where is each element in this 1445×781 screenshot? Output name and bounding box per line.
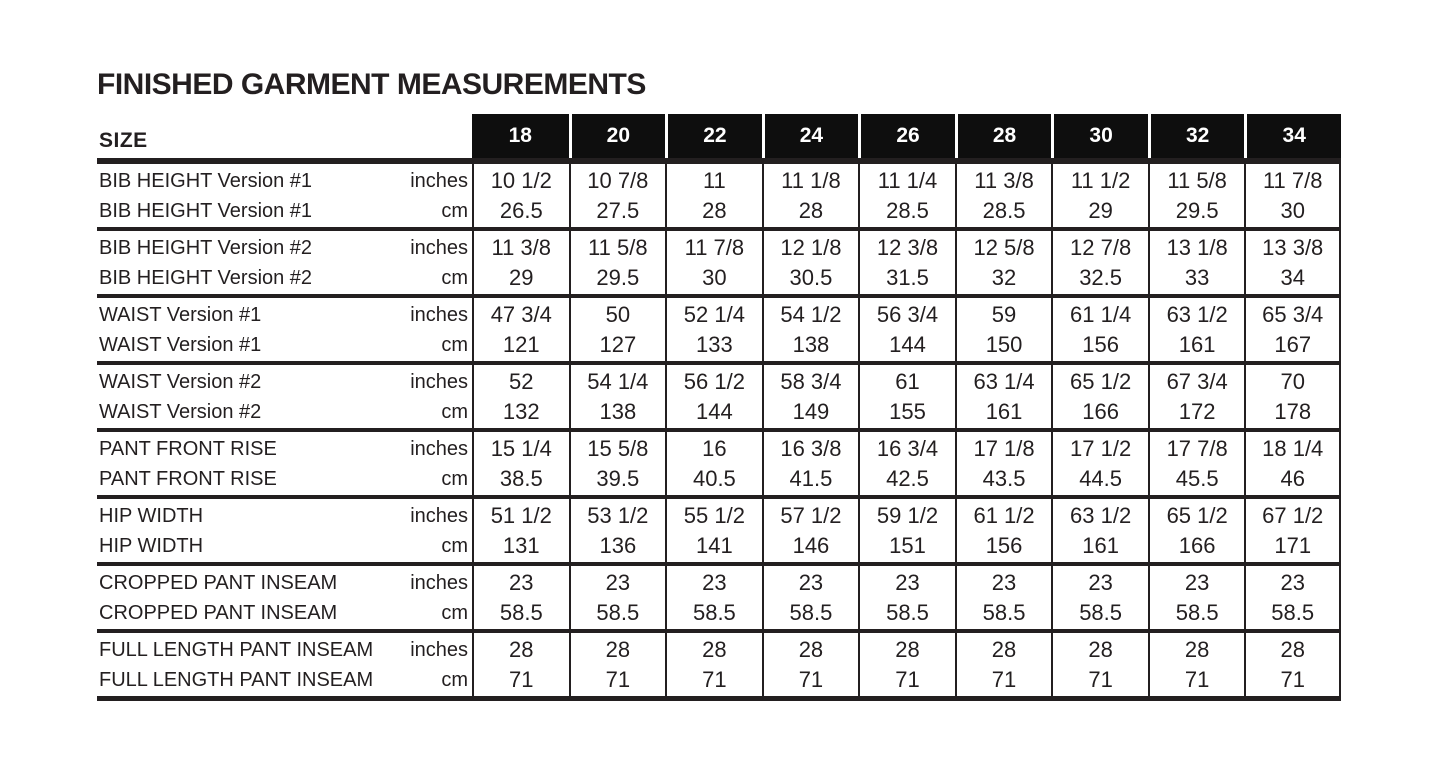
inches-value: 23 (798, 570, 824, 595)
unit-label-inches: inches (410, 505, 468, 527)
inches-value: 16 (702, 436, 727, 461)
inches-value: 18 1/4 (1262, 436, 1324, 461)
cm-value: 43.5 (982, 466, 1026, 491)
measurement-cell (569, 298, 666, 361)
measurement-row (97, 432, 1341, 499)
inches-value: 28 (1088, 637, 1113, 662)
cm-value: 71 (605, 667, 631, 692)
inches-value: 23 (895, 570, 920, 595)
cm-value: 155 (889, 399, 926, 424)
unit-label-inches: inches (410, 438, 468, 460)
measurement-cell (1148, 365, 1245, 428)
cm-value: 29.5 (1175, 198, 1219, 223)
inches-value: 59 (991, 302, 1017, 327)
inches-value: 70 (1280, 369, 1305, 394)
cm-value: 28.5 (886, 198, 929, 223)
measurement-row (97, 164, 1341, 231)
measurement-row (97, 566, 1341, 633)
label-line-inches (99, 635, 468, 665)
measurement-cell (569, 566, 666, 629)
measurement-cell (1244, 633, 1341, 696)
inches-value: 47 3/4 (490, 302, 552, 327)
measurement-cell (1051, 231, 1148, 294)
unit-label-cm: cm (441, 468, 468, 490)
measurement-cell (1244, 231, 1341, 294)
measurement-table (97, 114, 1341, 701)
cm-value: 146 (792, 533, 830, 558)
inches-value: 11 (702, 168, 726, 193)
inches-value: 56 1/2 (683, 369, 745, 394)
inches-value: 13 1/8 (1166, 235, 1228, 260)
measurement-cell (1051, 499, 1148, 562)
inches-value: 13 3/8 (1262, 235, 1324, 260)
cm-value: 58.5 (1079, 600, 1123, 625)
cm-value: 71 (895, 667, 920, 692)
inches-value: 56 3/4 (876, 302, 939, 327)
cm-value: 46 (1280, 466, 1305, 491)
measurement-cell (955, 633, 1052, 696)
cm-value: 29 (509, 265, 534, 290)
measurement-cell (665, 365, 762, 428)
inches-value: 16 3/4 (876, 436, 939, 461)
inches-value: 61 1/2 (973, 503, 1035, 528)
cm-value: 166 (1082, 399, 1119, 424)
inches-value: 10 7/8 (587, 168, 649, 193)
row-label: WAIST Version #2 (99, 371, 262, 393)
page-title: FINISHED GARMENT MEASUREMENTS (97, 68, 646, 101)
inches-value: 28 (991, 637, 1017, 662)
unit-label-inches: inches (410, 572, 468, 594)
measurement-cell (1148, 566, 1245, 629)
label-line-inches (99, 367, 468, 397)
row-label: CROPPED PANT INSEAM (99, 602, 338, 624)
measurement-cell (858, 499, 955, 562)
size-header-32: 32 (1148, 114, 1245, 158)
inches-value: 58 3/4 (780, 369, 842, 394)
row-label: BIB HEIGHT Version #1 (99, 170, 313, 192)
cm-value: 131 (502, 533, 540, 558)
inches-value: 12 1/8 (780, 235, 842, 260)
inches-value: 11 5/8 (1167, 168, 1227, 193)
measurement-cell (472, 365, 569, 428)
measurement-cell (762, 432, 859, 495)
size-header-26: 26 (858, 114, 955, 158)
cm-value: 161 (985, 399, 1023, 424)
measurement-cell (1148, 432, 1245, 495)
cm-value: 31.5 (886, 265, 929, 290)
inches-value: 12 3/8 (876, 235, 939, 260)
cm-value: 26.5 (499, 198, 543, 223)
cm-value: 161 (1178, 332, 1216, 357)
row-label: PANT FRONT RISE (99, 468, 277, 490)
inches-value: 28 (509, 637, 534, 662)
unit-label-inches: inches (410, 237, 468, 259)
measurement-row-labels (97, 365, 472, 428)
inches-value: 28 (605, 637, 631, 662)
inches-value: 61 (895, 369, 920, 394)
cm-value: 41.5 (789, 466, 833, 491)
cm-value: 34 (1280, 265, 1305, 290)
cm-value: 28 (702, 198, 727, 223)
row-label: HIP WIDTH (99, 535, 204, 557)
measurement-cell (858, 164, 955, 227)
label-line-inches (99, 568, 468, 598)
cm-value: 58.5 (596, 600, 640, 625)
measurement-cell (955, 432, 1052, 495)
measurement-cell (1051, 633, 1148, 696)
inches-value: 11 5/8 (588, 235, 648, 260)
inches-value: 11 7/8 (684, 235, 745, 260)
measurement-cell (955, 499, 1052, 562)
measurement-cell (1051, 365, 1148, 428)
cm-value: 39.5 (596, 466, 640, 491)
measurement-cell (1148, 231, 1245, 294)
cm-value: 29.5 (596, 265, 640, 290)
measurement-cell (858, 633, 955, 696)
cm-value: 71 (991, 667, 1017, 692)
measurement-cell (1244, 499, 1341, 562)
label-line-cm (99, 263, 468, 293)
row-label: WAIST Version #1 (99, 304, 262, 326)
measurement-cell (858, 566, 955, 629)
measurement-cell (569, 432, 666, 495)
row-label: BIB HEIGHT Version #2 (99, 267, 313, 289)
measurement-cell (1244, 164, 1341, 227)
measurement-row (97, 499, 1341, 566)
label-line-inches (99, 300, 468, 330)
cm-value: 150 (985, 332, 1023, 357)
inches-value: 28 (798, 637, 824, 662)
inches-value: 11 3/8 (974, 168, 1034, 193)
inches-value: 11 1/8 (781, 168, 841, 193)
cm-value: 166 (1178, 533, 1216, 558)
label-line-cm (99, 196, 468, 226)
cm-value: 38.5 (499, 466, 543, 491)
measurement-cell (1051, 432, 1148, 495)
inches-value: 11 3/8 (491, 235, 552, 260)
measurement-row (97, 298, 1341, 365)
inches-value: 59 1/2 (876, 503, 939, 528)
measurement-cell (569, 231, 666, 294)
unit-label-inches: inches (410, 371, 468, 393)
cm-value: 136 (599, 533, 637, 558)
inches-value: 28 (1184, 637, 1210, 662)
measurement-cell (762, 298, 859, 361)
inches-value: 65 3/4 (1262, 302, 1324, 327)
cm-value: 58.5 (499, 600, 543, 625)
cm-value: 144 (889, 332, 926, 357)
cm-value: 32 (991, 265, 1017, 290)
measurement-cell (665, 298, 762, 361)
cm-value: 121 (502, 332, 540, 357)
inches-value: 11 1/2 (1070, 168, 1131, 193)
measurement-row-labels (97, 432, 472, 495)
measurement-row-labels (97, 499, 472, 562)
cm-value: 71 (1088, 667, 1113, 692)
cm-value: 58.5 (886, 600, 929, 625)
cm-value: 40.5 (692, 466, 736, 491)
cm-value: 133 (696, 332, 733, 357)
measurement-cell (472, 566, 569, 629)
cm-value: 42.5 (886, 466, 929, 491)
measurement-cell (1244, 298, 1341, 361)
label-line-cm (99, 598, 468, 628)
cm-value: 172 (1178, 399, 1216, 424)
size-header-28: 28 (955, 114, 1052, 158)
inches-value: 54 1/4 (587, 369, 649, 394)
measurement-cell (762, 633, 859, 696)
measurement-cell (569, 499, 666, 562)
unit-label-cm: cm (441, 602, 468, 624)
cm-value: 71 (702, 667, 727, 692)
size-header-24: 24 (762, 114, 859, 158)
cm-value: 132 (502, 399, 540, 424)
row-label: HIP WIDTH (99, 505, 204, 527)
cm-value: 58.5 (1271, 600, 1315, 625)
measurement-cell (1148, 164, 1245, 227)
cm-value: 30.5 (789, 265, 833, 290)
inches-value: 65 1/2 (1166, 503, 1228, 528)
cm-value: 33 (1184, 265, 1210, 290)
measurement-cell (472, 298, 569, 361)
cm-value: 45.5 (1175, 466, 1219, 491)
size-header-18: 18 (472, 114, 569, 158)
unit-label-inches: inches (410, 639, 468, 661)
measurement-cell (665, 499, 762, 562)
measurement-cell (762, 231, 859, 294)
inches-value: 23 (1184, 570, 1210, 595)
measurement-row-labels (97, 566, 472, 629)
measurement-cell (762, 566, 859, 629)
measurement-cell (1051, 566, 1148, 629)
label-line-cm (99, 665, 468, 695)
inches-value: 12 7/8 (1070, 235, 1132, 260)
size-header-34: 34 (1244, 114, 1341, 158)
inches-value: 23 (605, 570, 631, 595)
inches-value: 63 1/2 (1166, 302, 1228, 327)
cm-value: 144 (696, 399, 733, 424)
inches-value: 28 (702, 637, 727, 662)
measurement-row (97, 365, 1341, 432)
measurement-cell (1148, 633, 1245, 696)
unit-label-cm: cm (441, 267, 468, 289)
cm-value: 149 (792, 399, 830, 424)
inches-value: 23 (702, 570, 727, 595)
cm-value: 44.5 (1079, 466, 1123, 491)
cm-value: 71 (1184, 667, 1210, 692)
measurement-row (97, 231, 1341, 298)
measurement-cell (569, 633, 666, 696)
inches-value: 52 1/4 (683, 302, 745, 327)
measurement-cell (472, 231, 569, 294)
size-header-20: 20 (569, 114, 666, 158)
cm-value: 156 (985, 533, 1023, 558)
measurement-cell (472, 633, 569, 696)
measurement-cell (665, 432, 762, 495)
measurement-cell (955, 164, 1052, 227)
measurement-cell (569, 164, 666, 227)
measurement-cell (955, 231, 1052, 294)
inches-value: 15 5/8 (587, 436, 649, 461)
inches-value: 15 1/4 (490, 436, 552, 461)
inches-value: 63 1/2 (1070, 503, 1132, 528)
row-label: FULL LENGTH PANT INSEAM (99, 639, 374, 661)
cm-value: 151 (889, 533, 926, 558)
measurement-cell (665, 566, 762, 629)
cm-value: 71 (509, 667, 534, 692)
inches-value: 63 1/4 (973, 369, 1035, 394)
cm-value: 161 (1082, 533, 1119, 558)
cm-value: 28.5 (982, 198, 1026, 223)
label-line-cm (99, 397, 468, 427)
measurement-row-labels (97, 298, 472, 361)
size-header-30: 30 (1051, 114, 1148, 158)
inches-value: 28 (1280, 637, 1305, 662)
cm-value: 28 (798, 198, 824, 223)
cm-value: 30 (702, 265, 727, 290)
cm-value: 138 (599, 399, 637, 424)
measurement-cell (1051, 164, 1148, 227)
inches-value: 11 1/4 (877, 168, 938, 193)
row-label: CROPPED PANT INSEAM (99, 572, 338, 594)
measurement-cell (569, 365, 666, 428)
cm-value: 156 (1082, 332, 1119, 357)
inches-value: 53 1/2 (587, 503, 649, 528)
inches-value: 50 (605, 302, 631, 327)
measurement-cell (762, 164, 859, 227)
inches-value: 17 7/8 (1166, 436, 1228, 461)
inches-value: 51 1/2 (490, 503, 552, 528)
measurement-cell (762, 499, 859, 562)
label-line-inches (99, 233, 468, 263)
inches-value: 65 1/2 (1070, 369, 1132, 394)
cm-value: 138 (792, 332, 830, 357)
measurement-cell (472, 164, 569, 227)
inches-value: 57 1/2 (780, 503, 842, 528)
measurement-cell (955, 365, 1052, 428)
unit-label-inches: inches (410, 170, 468, 192)
table-body (97, 164, 1341, 701)
cm-value: 71 (798, 667, 824, 692)
unit-label-cm: cm (441, 669, 468, 691)
measurement-cell (762, 365, 859, 428)
row-label: PANT FRONT RISE (99, 438, 277, 460)
cm-value: 58.5 (789, 600, 833, 625)
inches-value: 11 7/8 (1262, 168, 1323, 193)
measurement-cell (665, 633, 762, 696)
measurement-cell (1244, 432, 1341, 495)
measurement-cell (858, 298, 955, 361)
label-line-inches (99, 501, 468, 531)
unit-label-cm: cm (441, 334, 468, 356)
label-line-inches (99, 166, 468, 196)
inches-value: 23 (509, 570, 534, 595)
measurement-cell (1244, 566, 1341, 629)
row-label: WAIST Version #2 (99, 401, 262, 423)
unit-label-inches: inches (410, 304, 468, 326)
measurement-row (97, 633, 1341, 701)
measurement-cell (858, 432, 955, 495)
unit-label-cm: cm (441, 200, 468, 222)
cm-value: 178 (1274, 399, 1312, 424)
measurement-cell (665, 231, 762, 294)
measurement-cell (858, 365, 955, 428)
cm-value: 58.5 (1175, 600, 1219, 625)
measurement-cell (955, 566, 1052, 629)
cm-value: 141 (696, 533, 733, 558)
row-label: BIB HEIGHT Version #2 (99, 237, 313, 259)
inches-value: 67 1/2 (1262, 503, 1324, 528)
measurement-cell (665, 164, 762, 227)
inches-value: 12 5/8 (973, 235, 1035, 260)
measurement-cell (1148, 499, 1245, 562)
cm-value: 171 (1274, 533, 1312, 558)
inches-value: 16 3/8 (780, 436, 842, 461)
inches-value: 17 1/2 (1070, 436, 1132, 461)
inches-value: 23 (1280, 570, 1305, 595)
label-line-cm (99, 330, 468, 360)
size-header-22: 22 (665, 114, 762, 158)
cm-value: 58.5 (692, 600, 736, 625)
inches-value: 54 1/2 (780, 302, 842, 327)
measurement-row-labels (97, 164, 472, 227)
cm-value: 58.5 (982, 600, 1026, 625)
inches-value: 67 3/4 (1166, 369, 1228, 394)
label-line-cm (99, 464, 468, 494)
inches-value: 23 (1088, 570, 1113, 595)
cm-value: 29 (1088, 198, 1113, 223)
inches-value: 10 1/2 (490, 168, 552, 193)
row-label: WAIST Version #1 (99, 334, 262, 356)
cm-value: 30 (1280, 198, 1305, 223)
measurement-cell (1148, 298, 1245, 361)
row-label: BIB HEIGHT Version #1 (99, 200, 313, 222)
inches-value: 55 1/2 (683, 503, 745, 528)
size-header-row (97, 114, 1341, 164)
unit-label-cm: cm (441, 401, 468, 423)
size-column-header: SIZE (99, 129, 148, 152)
inches-value: 28 (895, 637, 920, 662)
measurement-cell (1244, 365, 1341, 428)
unit-label-cm: cm (441, 535, 468, 557)
cm-value: 32.5 (1079, 265, 1123, 290)
cm-value: 27.5 (596, 198, 640, 223)
inches-value: 61 1/4 (1070, 302, 1132, 327)
label-line-inches (99, 434, 468, 464)
measurement-cell (858, 231, 955, 294)
cm-value: 71 (1280, 667, 1305, 692)
measurement-cell (472, 432, 569, 495)
cm-value: 167 (1274, 332, 1312, 357)
inches-value: 52 (509, 369, 534, 394)
inches-value: 17 1/8 (973, 436, 1035, 461)
measurement-cell (472, 499, 569, 562)
inches-value: 23 (991, 570, 1017, 595)
label-line-cm (99, 531, 468, 561)
measurement-row-labels (97, 231, 472, 294)
measurement-cell (955, 298, 1052, 361)
cm-value: 127 (599, 332, 637, 357)
measurement-row-labels (97, 633, 472, 696)
measurement-cell (1051, 298, 1148, 361)
row-label: FULL LENGTH PANT INSEAM (99, 669, 374, 691)
